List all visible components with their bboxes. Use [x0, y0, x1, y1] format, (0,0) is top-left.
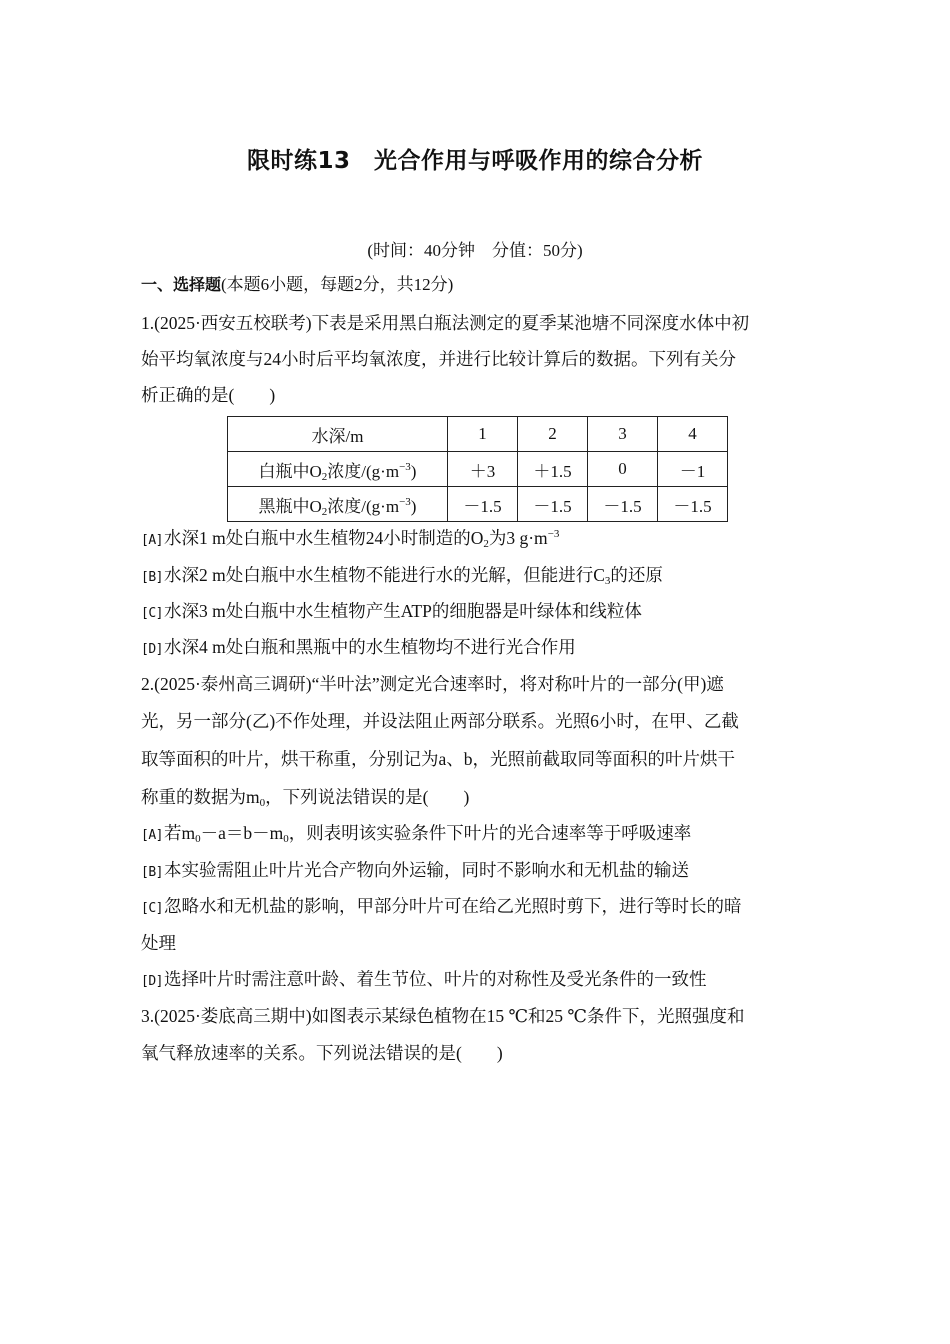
section-title: 一、选择题: [141, 275, 222, 294]
q2-option-c[interactable]: [141, 895, 813, 920]
q1-stem-line-2: 始平均氧浓度与24小时后平均氧浓度，并进行比较计算后的数据。下列有关分: [141, 349, 736, 369]
option-label: [B]: [141, 570, 163, 585]
option-label: [A]: [141, 533, 163, 548]
option-text: 水深3 m处白瓶中水生植物产生ATP的细胞器是叶绿体和线粒体: [163, 601, 642, 621]
q3-stem-line-1: 3.(2025·娄底高三期中)如图表示某绿色植物在15 ℃和25 ℃条件下，光照强度和: [141, 1006, 745, 1026]
option-label: [B]: [141, 865, 163, 880]
q2-option-a[interactable]: [A]若$m_0-a=b-m_0$，则表明该实验条件下叶片的光合速率等于呼吸速率: [141, 823, 692, 845]
option-label: [D]: [141, 974, 163, 989]
time-score-info: (时间：40分钟 分值：50分): [367, 241, 583, 260]
table-cell: 0: [588, 452, 658, 487]
table-cell: ＋3: [448, 452, 518, 487]
q2-stem-line-3: 取等面积的叶片，烘干称重，分别记为a、b，光照前截取同等面积的叶片烘干: [141, 749, 736, 769]
table-cell: －1.5: [518, 487, 588, 522]
q2-stem-line-1: 2.(2025·泰州高三调研)“半叶法”测定光合速率时，将对称叶片的一部分(甲)遮: [141, 674, 724, 694]
option-text: 水深4 m处白瓶和黑瓶中的水生植物均不进行光合作用: [163, 637, 576, 657]
option-label: [C]: [141, 901, 163, 916]
option-label: [A]: [141, 828, 163, 843]
q2-option-d[interactable]: [141, 968, 813, 993]
q2-stem-line-4: 称重的数据为$m_0$，下列说法错误的是( ): [141, 787, 470, 809]
q1-option-d[interactable]: [141, 636, 813, 661]
q1-stem-line-1: 1.(2025·西安五校联考)下表是采用黑白瓶法测定的夏季某池塘不同深度水体中初: [141, 313, 750, 333]
table-row-label: 黑瓶中$O_2$浓度$/(g\cdot m^{-3})$: [228, 487, 448, 522]
q2-option-b[interactable]: [141, 859, 813, 884]
option-label: [C]: [141, 606, 163, 621]
table-cell: 3: [588, 417, 658, 452]
table-row: [228, 487, 728, 522]
table-header-row: [228, 417, 728, 452]
section-heading: [141, 274, 813, 296]
option-label: [D]: [141, 642, 163, 657]
option-text: 忽略水和无机盐的影响，甲部分叶片可在给乙光照时剪下，进行等时长的暗: [163, 896, 742, 916]
table-cell: 水深/m: [228, 417, 448, 452]
q1-option-c[interactable]: [141, 600, 813, 625]
table-cell: －1: [658, 452, 728, 487]
table-row-label: 白瓶中$O_2$浓度$/(g\cdot m^{-3})$: [228, 452, 448, 487]
table-cell: 2: [518, 417, 588, 452]
option-text: 选择叶片时需注意叶龄、着生节位、叶片的对称性及受光条件的一致性: [163, 969, 707, 989]
table-cell: ＋1.5: [518, 452, 588, 487]
q3-stem-line-2: 氧气释放速率的关系。下列说法错误的是( ): [141, 1043, 503, 1063]
table-cell: －1.5: [658, 487, 728, 522]
option-text: 本实验需阻止叶片光合产物向外运输，同时不影响水和无机盐的输送: [163, 860, 689, 880]
q1-option-a[interactable]: [A]水深1 m处白瓶中水生植物24小时制造的$O_2$为3 $g\cdot m^{-3}$: [141, 528, 560, 550]
page-title: 限时练13 光合作用与呼吸作用的综合分析: [246, 148, 703, 174]
q1-stem-line-3: 析正确的是( ): [141, 385, 276, 405]
table-cell: 1: [448, 417, 518, 452]
table-row: [228, 452, 728, 487]
section-note: (本题6小题，每题2分，共12分): [221, 275, 454, 294]
q2-option-c-cont: 处理: [141, 933, 176, 953]
q1-option-b[interactable]: [B]水深2 m处白瓶中水生植物不能进行水的光解，但能进行$C_3$的还原: [141, 565, 663, 587]
q2-stem-line-2: 光，另一部分(乙)不作处理，并设法阻止两部分联系。光照6小时，在甲、乙截: [141, 711, 739, 731]
table-cell: －1.5: [588, 487, 658, 522]
table-cell: －1.5: [448, 487, 518, 522]
q1-data-table: [227, 416, 728, 522]
table-cell: 4: [658, 417, 728, 452]
